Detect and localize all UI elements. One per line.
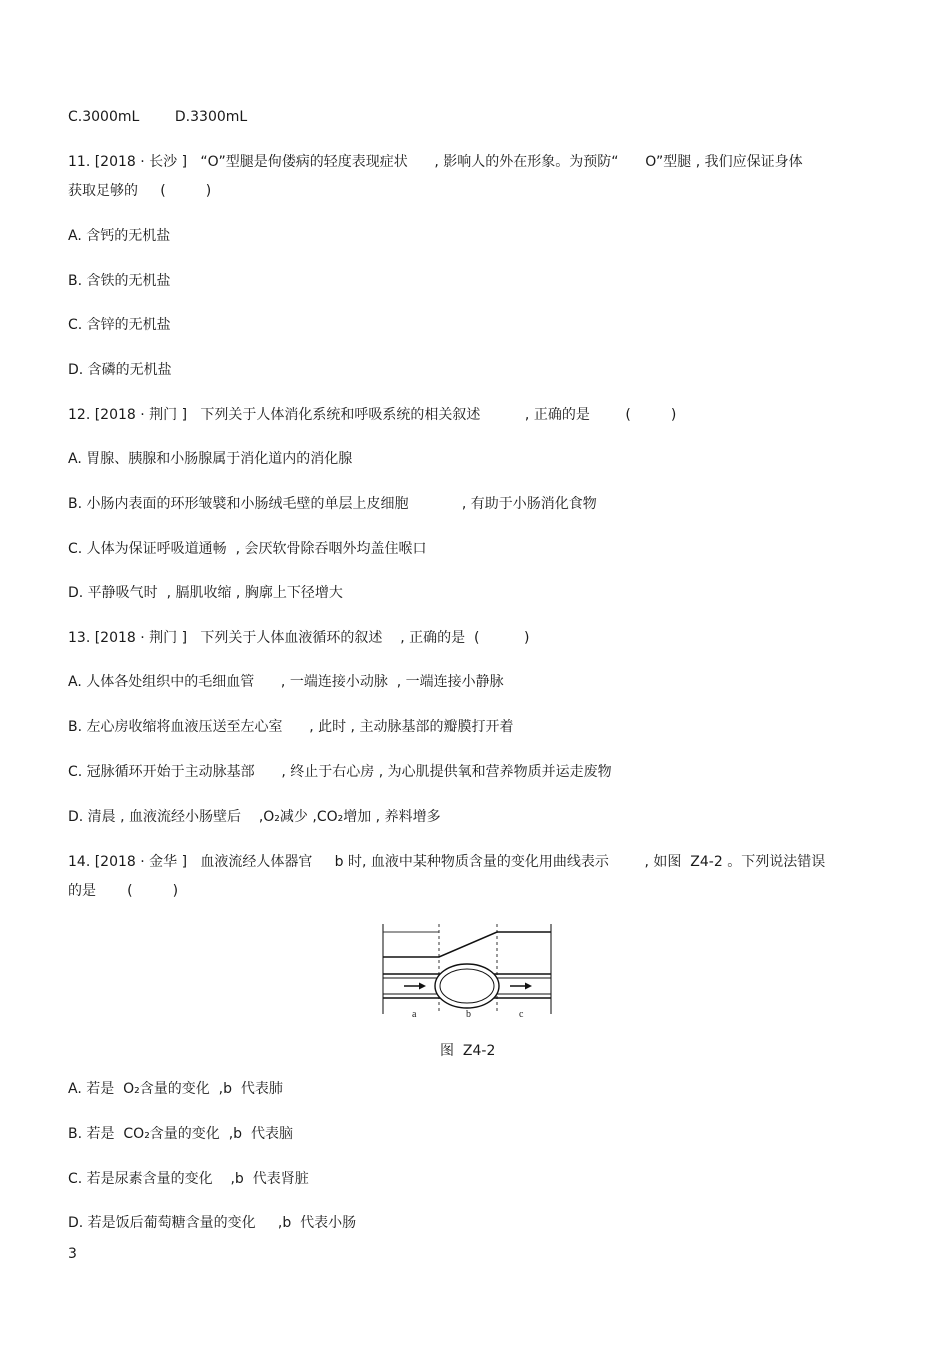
q12-option-b: B. 小肠内表面的环形皱襞和小肠绒毛壁的单层上皮细胞 , 有助于小肠消化食物 [68, 496, 597, 512]
q12-option-a: A. 胃腺、胰腺和小肠腺属于消化道内的消化腺 [68, 451, 353, 467]
q14-option-a: A. 若是 O₂含量的变化 ,b 代表肺 [68, 1081, 283, 1097]
prev-options-line [68, 108, 247, 126]
q14-stem-line-1: 14. [2018 · 金华 ] 血液流经人体器官 b 时, 血液中某种物质含量的变化用曲线表示 , 如图 Z4-2 。下列说法错误 [68, 854, 826, 870]
q11-stem-line-2: 获取足够的 ( ) [68, 183, 212, 199]
figure-label-a: a [412, 1009, 417, 1020]
q14-option-d: D. 若是饭后葡萄糖含量的变化 ,b 代表小肠 [68, 1215, 357, 1231]
q11-option-a: A. 含钙的无机盐 [68, 228, 171, 244]
q13-stem: 13. [2018 · 荆门 ] 下列关于人体血液循环的叙述 , 正确的是 ( ) [68, 630, 530, 646]
q11-stem-line-1: 11. [2018 · 长沙 ] “O”型腿是佝偻病的轻度表现症状 , 影响人的外在形象。为预防“ O”型腿 , 我们应保证身体 [68, 154, 803, 170]
blood-flow-diagram [382, 922, 554, 1020]
option-c: C.3000mL [68, 109, 140, 125]
figure-caption: 图 Z4-2 [440, 1043, 496, 1059]
figure-label-c: c [519, 1009, 524, 1020]
option-d: D.3300mL [174, 109, 248, 125]
q11-option-c: C. 含锌的无机盐 [68, 317, 171, 333]
q14-stem-line-2: 的是 ( ) [68, 883, 179, 899]
q12-option-d: D. 平静吸气时 , 膈肌收缩 , 胸廓上下径增大 [68, 585, 343, 601]
q11-option-b: B. 含铁的无机盐 [68, 273, 171, 289]
q12-stem: 12. [2018 · 荆门 ] 下列关于人体消化系统和呼吸系统的相关叙述 , 正确的是 ( ) [68, 407, 677, 423]
page-number: 3 [68, 1246, 77, 1262]
q12-option-c: C. 人体为保证呼吸道通畅 , 会厌软骨除吞咽外均盖住喉口 [68, 541, 427, 557]
q13-option-d: D. 清晨 , 血液流经小肠壁后 ,O₂减少 ,CO₂增加 , 养料增多 [68, 809, 441, 825]
figure-label-b: b [466, 1009, 471, 1020]
q11-option-d: D. 含磷的无机盐 [68, 362, 172, 378]
q13-option-a: A. 人体各处组织中的毛细血管 , 一端连接小动脉 , 一端连接小静脉 [68, 674, 504, 690]
q14-option-b: B. 若是 CO₂含量的变化 ,b 代表脑 [68, 1126, 293, 1142]
q13-option-c: C. 冠脉循环开始于主动脉基部 , 终止于右心房 , 为心肌提供氧和营养物质并运走废物 [68, 764, 612, 780]
q13-option-b: B. 左心房收缩将血液压送至左心室 , 此时 , 主动脉基部的瓣膜打开着 [68, 719, 514, 735]
q14-option-c: C. 若是尿素含量的变化 ,b 代表肾脏 [68, 1171, 309, 1187]
